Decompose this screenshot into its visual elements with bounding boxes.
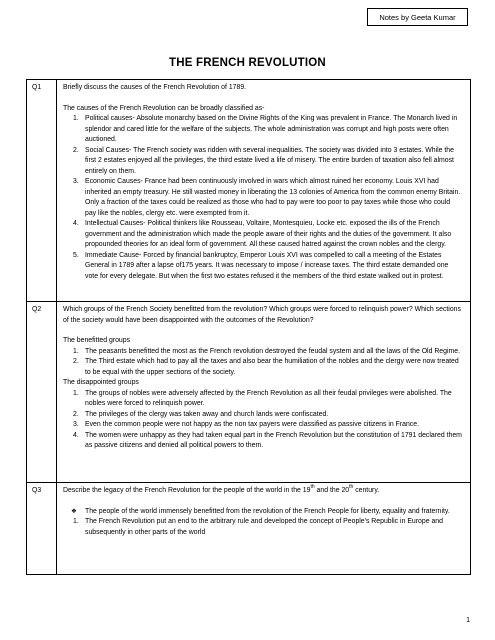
list-item: 5. Immediate Cause- Forced by financial bankruptcy, Emperor Louis XVI was compelled to call a meeting of the Estates General in 1789 after a lapse of175 years. It was necessary to impose / increase taxes. The third estate demanded one vote for every delegate. But when the first two estates refused it the members of the third estate walked out in protest. [73, 251, 449, 280]
list-item: 1. The peasants benefitted the most as the French revolution destroyed the feudal system and all the laws of the Old Regime. [73, 347, 460, 355]
diamond-bullet-icon: ❖ [71, 507, 77, 515]
question-body-q2 [57, 302, 471, 483]
question-row-q1 [27, 80, 471, 302]
list-item: 3. Economic Causes- France had been continuously involved in wars which almost ruined her economy. Louis XVI had inherited an empty treasury. He still wasted money in liberating the 13 colonies of America from the common enemy Britain. Only a fraction of the taxes could be realized as those who had to pay were too poor to pay taxes while those who could pay like the nobles, clergy etc. were exempted from it. [73, 178, 461, 217]
page-title: THE FRENCH REVOLUTION [169, 57, 326, 69]
list-item: ❖ The people of the world immensely benefitted from the revolution of the French People for liberty, equality and fraternity. [63, 507, 462, 518]
list-item: 2. Social Causes- The French society was ridden with several inequalities. The society was divided into 3 estates. While the first 2 estates enjoyed all the privileges, the third estate lived a life of misery. The entire burden of taxation also fell almost entirely on them. [73, 146, 454, 175]
question-label-q1: Q1 [27, 80, 57, 302]
list-item: 1. Political causes- Absolute monarchy based on the Divine Rights of the King was prevalent in France. The Monarch lived in splendor and cared little for the welfare of the subjects. The whole administration was corrupt and high posts were often auctioned. [73, 115, 458, 143]
question-row-q2 [27, 302, 471, 483]
author-note: Notes by Geeta Kumar [379, 13, 456, 22]
answer-intro-q1: The causes of the French Revolution can be broadly classified as- [63, 104, 265, 112]
answer-list-q3 [63, 507, 462, 539]
question-row-q3 [27, 483, 471, 575]
list-item: 4. Intellectual Causes- Political thinkers like Rousseau, Voltaire, Montesquieu, Locke etc. exposed the ills of the French government and the administration which made the people aware of their rights and the duties of the government. It also propounded theories for an ideal form of government. All these caused hatred against the crown nobles and the clergy. [73, 220, 452, 248]
questions-table [26, 79, 471, 575]
list-item: 1. The French Revolution put an end to the arbitrary rule and developed the concept of People's Republic in Europe and subsequently in other parts of the world [73, 518, 443, 536]
question-body-q3 [57, 483, 471, 575]
benefitted-list [63, 347, 462, 379]
list-item: 2. The privileges of the clergy was taken away and church lands were confiscated. [73, 410, 329, 418]
answer-list-q1 [63, 114, 462, 282]
question-text-q3: Describe the legacy of the French Revolution for the people of the world in the 19th and the 20th century. [63, 483, 380, 494]
page-number: 1 [466, 617, 470, 624]
list-item: 3. Even the common people were not happy as the non tax payers were classified as passive citizens in France. [73, 421, 419, 428]
disappointed-heading: The disappointed groups [63, 379, 139, 386]
question-label-q3: Q3 [27, 483, 57, 575]
list-item: 2. The Third estate which had to pay all the taxes and also bear the humiliation of the nobles and the clergy were now treated to be equal with the upper sections of the society. [73, 358, 459, 376]
author-note-box [367, 8, 468, 26]
question-text-q1: Briefly discuss the causes of the French Revolution of 1789. [63, 84, 247, 91]
question-label-q2: Q2 [27, 302, 57, 483]
list-item: 1. The groups of nobles were adversely affected by the French Revolution as all their feudal privileges were abolished. The nobles were forced to relinquish power. [73, 389, 452, 407]
benefitted-heading: The benefitted groups [63, 337, 131, 344]
disappointed-list [63, 389, 462, 452]
question-body-q1 [57, 80, 471, 302]
question-text-q2: Which groups of the French Society benefitted from the revolution? Which groups were forced to relinquish power? Which sections of the society would have been disappointed with the outcomes of the Revolution? [63, 306, 461, 324]
list-item: 4. The women were unhappy as they had taken equal part in the French Revolution but the constitution of 1791 declared them as passive citizens and denied all political powers to them. [73, 431, 462, 449]
